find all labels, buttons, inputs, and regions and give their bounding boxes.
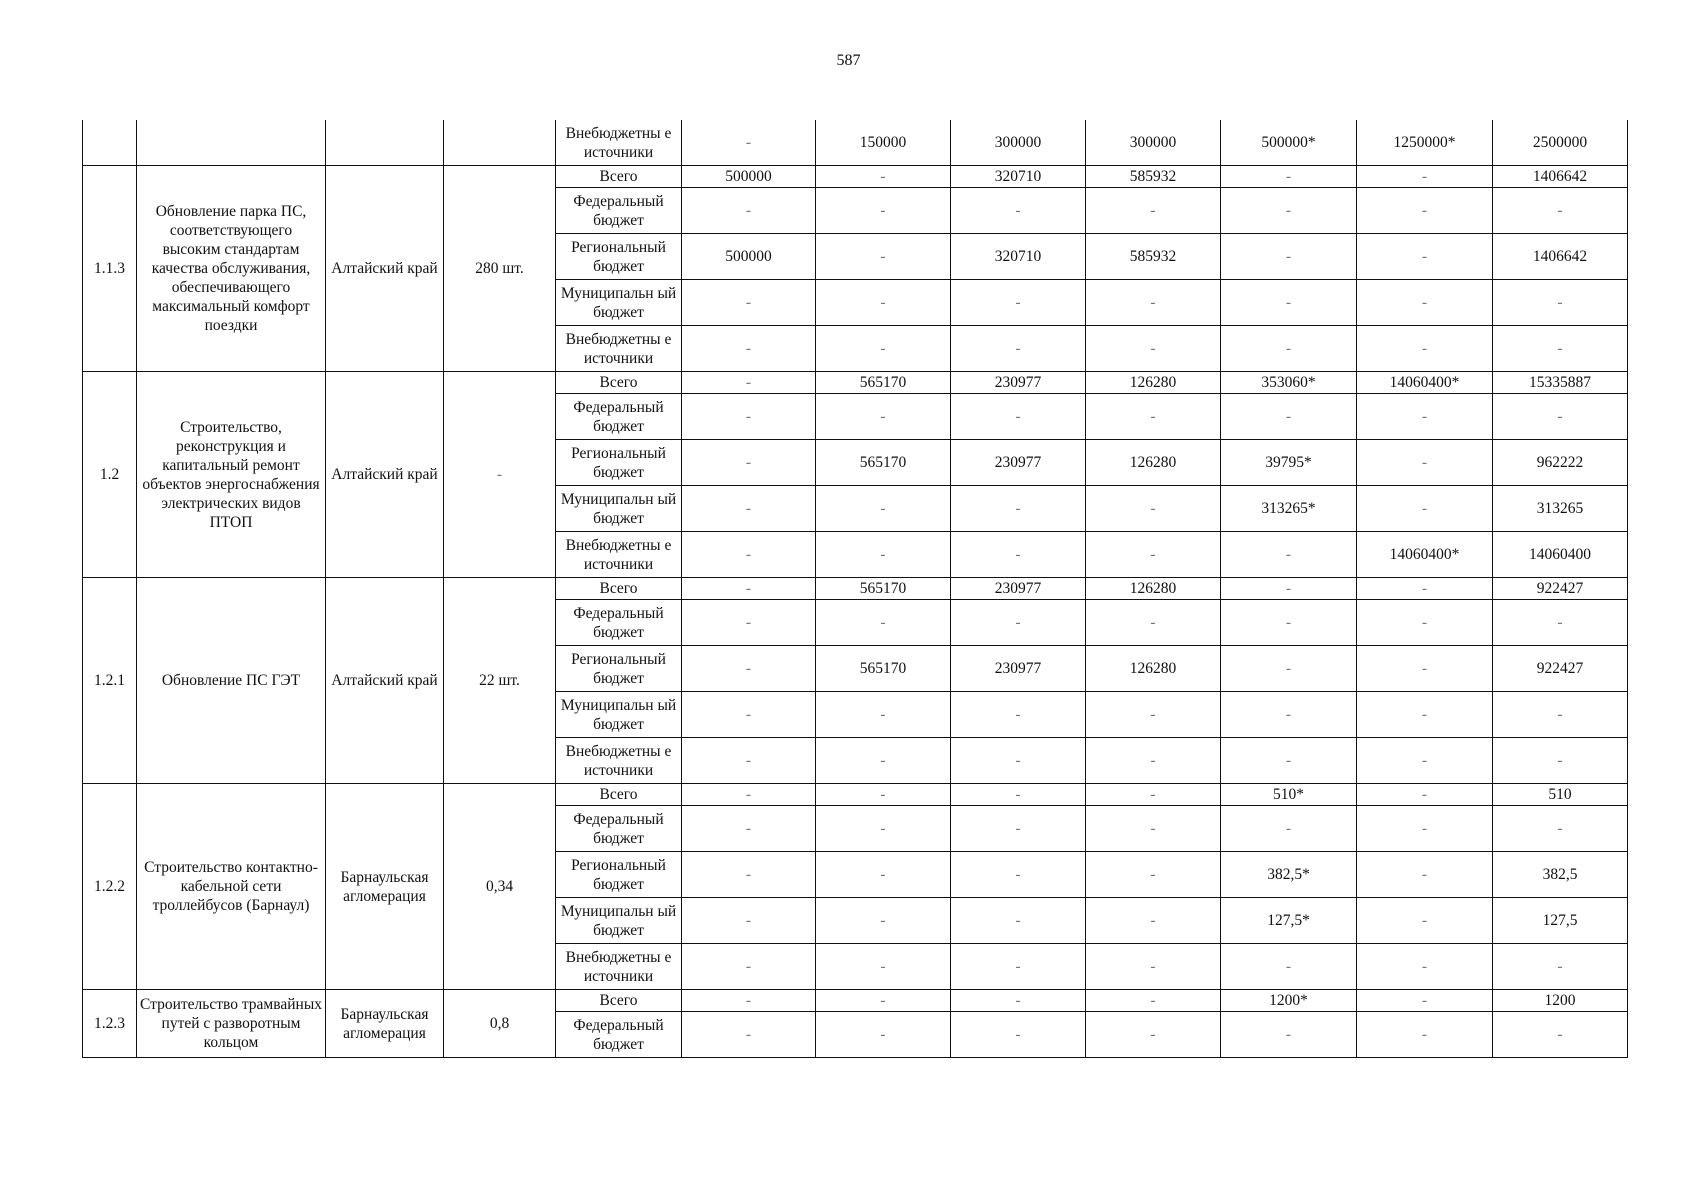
table-row [83,990,1628,1012]
funding-source-cell: Федеральный бюджет [556,188,682,234]
value-cell: - [682,578,816,600]
value-cell: - [682,372,816,394]
value-cell: - [682,806,816,852]
value-cell: - [682,532,816,578]
value-cell: - [1357,486,1493,532]
value-cell: 230977 [951,646,1086,692]
quantity-cell: - [444,372,556,578]
value-cell: - [816,280,951,326]
value-cell: - [682,692,816,738]
value-cell: - [816,188,951,234]
value-cell: - [1493,280,1628,326]
value-cell: - [1221,166,1357,188]
value-cell: 320710 [951,234,1086,280]
value-cell: - [1357,646,1493,692]
value-cell: - [1221,188,1357,234]
value-cell: - [1221,326,1357,372]
value-cell: - [1357,234,1493,280]
value-cell: - [951,898,1086,944]
value-cell: - [1086,784,1221,806]
value-cell: - [951,188,1086,234]
value-cell: - [1357,280,1493,326]
value-cell: 565170 [816,646,951,692]
value-cell: 313265 [1493,486,1628,532]
value-cell: - [1221,646,1357,692]
item-code-cell: 1.1.3 [83,166,137,372]
funding-source-cell: Всего [556,990,682,1012]
item-name-cell: Строительство, реконструкция и капитальный ремонт объектов энергоснабжения электрических видов ПТОП [137,372,326,578]
value-cell: 313265* [1221,486,1357,532]
value-cell: 14060400 [1493,532,1628,578]
value-cell: 1406642 [1493,234,1628,280]
value-cell: - [816,532,951,578]
value-cell: - [1357,692,1493,738]
funding-source-cell: Внебюджетны е источники [556,532,682,578]
value-cell: - [1221,1012,1357,1058]
value-cell: - [816,692,951,738]
value-cell: - [816,394,951,440]
quantity-cell: 0,8 [444,990,556,1058]
value-cell: 1200* [1221,990,1357,1012]
value-cell: - [951,532,1086,578]
value-cell: - [1357,852,1493,898]
empty-cell [444,120,556,166]
region-cell: Барнаульская агломерация [326,990,444,1058]
value-cell: - [1221,738,1357,784]
item-code-cell: 1.2.2 [83,784,137,990]
quantity-cell: 22 шт. [444,578,556,784]
value-cell: - [1357,188,1493,234]
value-cell: - [1493,1012,1628,1058]
value-cell: - [1086,692,1221,738]
value-cell: - [951,806,1086,852]
value-cell: - [816,806,951,852]
value-cell: 922427 [1493,646,1628,692]
value-cell: - [1221,280,1357,326]
value-cell: - [1357,166,1493,188]
value-cell: - [1086,944,1221,990]
value-cell: - [682,990,816,1012]
value-cell: - [816,326,951,372]
value-cell: 585932 [1086,166,1221,188]
value-cell: - [682,738,816,784]
value-cell: - [816,738,951,784]
value-cell: - [1493,326,1628,372]
item-code-cell: 1.2 [83,372,137,578]
value-cell: - [1221,944,1357,990]
value-cell: 126280 [1086,578,1221,600]
value-cell: - [816,600,951,646]
value-cell: - [682,440,816,486]
value-cell: - [1357,394,1493,440]
value-cell: - [1357,784,1493,806]
value-cell: 382,5* [1221,852,1357,898]
value-cell: - [682,898,816,944]
value-cell: 230977 [951,372,1086,394]
value-cell: - [816,1012,951,1058]
value-cell: - [682,944,816,990]
funding-source-cell: Всего [556,784,682,806]
value-cell: - [816,486,951,532]
value-cell: - [1086,990,1221,1012]
value-cell: - [816,944,951,990]
table-row [83,372,1628,394]
value-cell: 922427 [1493,578,1628,600]
funding-source-cell: Региональный бюджет [556,646,682,692]
value-cell: 230977 [951,578,1086,600]
value-cell: - [1357,440,1493,486]
value-cell: - [1221,806,1357,852]
item-name-cell: Обновление парка ПС, соответствующего высоким стандартам качества обслуживания, обеспечивающего максимальный комфорт поездки [137,166,326,372]
funding-source-cell: Внебюджетны е источники [556,738,682,784]
value-cell: 1406642 [1493,166,1628,188]
value-cell: 510 [1493,784,1628,806]
value-cell: - [682,188,816,234]
value-cell: 320710 [951,166,1086,188]
value-cell: - [1086,326,1221,372]
value-cell: 500000* [1221,120,1357,166]
value-cell: - [1086,394,1221,440]
quantity-cell: 0,34 [444,784,556,990]
funding-source-cell: Внебюджетны е источники [556,120,682,166]
funding-source-cell: Муниципальн ый бюджет [556,898,682,944]
funding-source-cell: Региональный бюджет [556,234,682,280]
value-cell: - [1357,944,1493,990]
value-cell: 353060* [1221,372,1357,394]
value-cell: - [951,852,1086,898]
value-cell: - [1493,394,1628,440]
funding-source-cell: Муниципальн ый бюджет [556,280,682,326]
table-row [83,578,1628,600]
region-cell: Алтайский край [326,166,444,372]
value-cell: 300000 [951,120,1086,166]
funding-source-cell: Федеральный бюджет [556,1012,682,1058]
value-cell: - [816,990,951,1012]
value-cell: - [682,326,816,372]
value-cell: - [1086,898,1221,944]
value-cell: - [1086,806,1221,852]
table-body [83,120,1628,1058]
value-cell: - [1493,944,1628,990]
value-cell: 126280 [1086,646,1221,692]
value-cell: - [1493,806,1628,852]
value-cell: 126280 [1086,372,1221,394]
empty-cell [137,120,326,166]
value-cell: 500000 [682,166,816,188]
item-name-cell: Обновление ПС ГЭТ [137,578,326,784]
value-cell: - [951,280,1086,326]
value-cell: - [1086,852,1221,898]
item-name-cell: Строительство контактно-кабельной сети троллейбусов (Барнаул) [137,784,326,990]
value-cell: - [1086,1012,1221,1058]
value-cell: - [1493,600,1628,646]
value-cell: - [951,326,1086,372]
value-cell: 2500000 [1493,120,1628,166]
value-cell: 585932 [1086,234,1221,280]
value-cell: 127,5* [1221,898,1357,944]
funding-source-cell: Внебюджетны е источники [556,326,682,372]
value-cell: 15335887 [1493,372,1628,394]
value-cell: - [951,784,1086,806]
value-cell: 127,5 [1493,898,1628,944]
item-name-cell: Строительство трамвайных путей с разворотным кольцом [137,990,326,1058]
empty-cell [83,120,137,166]
table-row [83,120,1628,166]
value-cell: - [951,692,1086,738]
value-cell: 500000 [682,234,816,280]
funding-source-cell: Муниципальн ый бюджет [556,692,682,738]
funding-source-cell: Федеральный бюджет [556,806,682,852]
funding-source-cell: Всего [556,578,682,600]
table-row [83,784,1628,806]
value-cell: - [951,990,1086,1012]
value-cell: - [1221,578,1357,600]
value-cell: - [951,394,1086,440]
value-cell: - [1221,600,1357,646]
value-cell: - [951,600,1086,646]
value-cell: 126280 [1086,440,1221,486]
value-cell: - [816,234,951,280]
value-cell: - [1357,738,1493,784]
region-cell: Алтайский край [326,372,444,578]
value-cell: - [1493,738,1628,784]
value-cell: - [1357,806,1493,852]
value-cell: - [816,852,951,898]
value-cell: 14060400* [1357,532,1493,578]
item-code-cell: 1.2.1 [83,578,137,784]
value-cell: 1200 [1493,990,1628,1012]
funding-source-cell: Всего [556,372,682,394]
value-cell: - [682,600,816,646]
value-cell: - [1357,990,1493,1012]
value-cell: 382,5 [1493,852,1628,898]
value-cell: - [682,280,816,326]
funding-source-cell: Федеральный бюджет [556,600,682,646]
value-cell: 230977 [951,440,1086,486]
value-cell: - [682,784,816,806]
value-cell: - [682,486,816,532]
value-cell: 565170 [816,372,951,394]
funding-source-cell: Внебюджетны е источники [556,944,682,990]
value-cell: - [1221,532,1357,578]
funding-source-cell: Всего [556,166,682,188]
value-cell: 565170 [816,578,951,600]
quantity-cell: 280 шт. [444,166,556,372]
value-cell: - [1357,600,1493,646]
value-cell: - [816,784,951,806]
value-cell: - [1086,532,1221,578]
value-cell: - [1221,692,1357,738]
value-cell: - [682,646,816,692]
value-cell: 300000 [1086,120,1221,166]
funding-source-cell: Региональный бюджет [556,440,682,486]
value-cell: 14060400* [1357,372,1493,394]
value-cell: - [816,898,951,944]
value-cell: - [951,944,1086,990]
value-cell: - [1221,394,1357,440]
value-cell: 510* [1221,784,1357,806]
item-code-cell: 1.2.3 [83,990,137,1058]
value-cell: - [951,738,1086,784]
funding-source-cell: Муниципальн ый бюджет [556,486,682,532]
value-cell: - [1357,578,1493,600]
value-cell: - [1493,188,1628,234]
value-cell: 39795* [1221,440,1357,486]
value-cell: - [682,1012,816,1058]
value-cell: 565170 [816,440,951,486]
region-cell: Алтайский край [326,578,444,784]
value-cell: - [1357,898,1493,944]
value-cell: - [951,486,1086,532]
value-cell: - [682,852,816,898]
page-number: 587 [836,52,861,69]
table-row [83,166,1628,188]
region-cell: Барнаульская агломерация [326,784,444,990]
funding-source-cell: Региональный бюджет [556,852,682,898]
value-cell: 962222 [1493,440,1628,486]
empty-cell [326,120,444,166]
value-cell: 150000 [816,120,951,166]
value-cell: - [1086,486,1221,532]
value-cell: - [1357,1012,1493,1058]
value-cell: 1250000* [1357,120,1493,166]
value-cell: - [1086,738,1221,784]
value-cell: - [682,394,816,440]
value-cell: - [816,166,951,188]
budget-table [82,120,1628,1058]
funding-source-cell: Федеральный бюджет [556,394,682,440]
value-cell: - [1493,692,1628,738]
value-cell: - [682,120,816,166]
value-cell: - [1221,234,1357,280]
value-cell: - [951,1012,1086,1058]
value-cell: - [1086,188,1221,234]
value-cell: - [1086,600,1221,646]
value-cell: - [1357,326,1493,372]
value-cell: - [1086,280,1221,326]
